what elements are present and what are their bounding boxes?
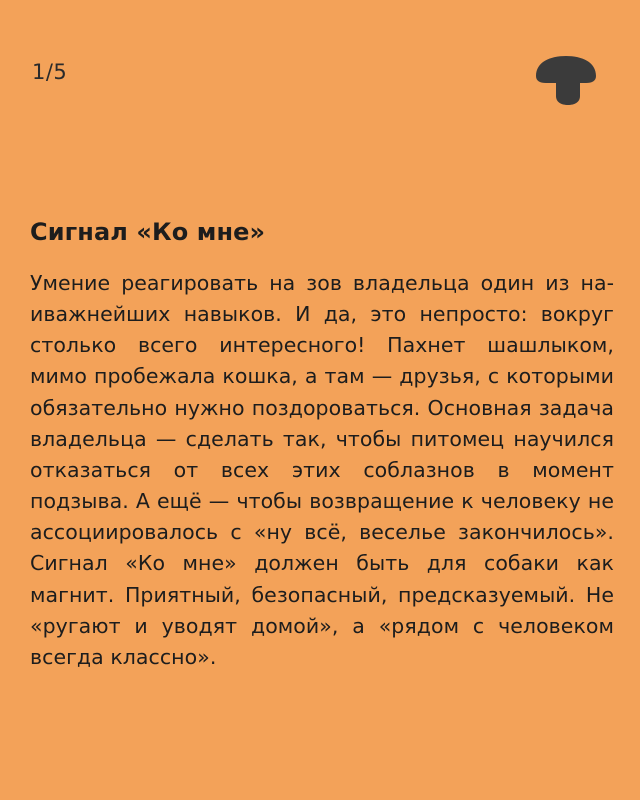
card-header [30,54,610,114]
slide-counter: 1/5 [32,60,68,84]
card-content [30,218,614,673]
article-body: Умение реагировать на зов владельца один из наиважнейших навыков. И да, это непросто: вокруг столько всего интересного! Пахнет шашлыком, мимо пробежала кошка, а там — друзья, с которыми обязательно нужно поздороваться. Основная задача владельца — сделать так, чтобы питомец научился отказаться от всех этих соблазнов в момент подзыва. А ещё — чтобы возвращение к человеку не ассоциировалось с «ну всё, веселье закончилось». Сигнал «Ко мне» должен быть для собаки как магнит. Приятный, безопасный, предсказуемый. Не «ругают и уводят домой», а «рядом с человеком всегда классно». [30,271,614,669]
page-title: Сигнал «Ко мне» [30,218,266,246]
mushroom-logo-icon [530,54,602,106]
